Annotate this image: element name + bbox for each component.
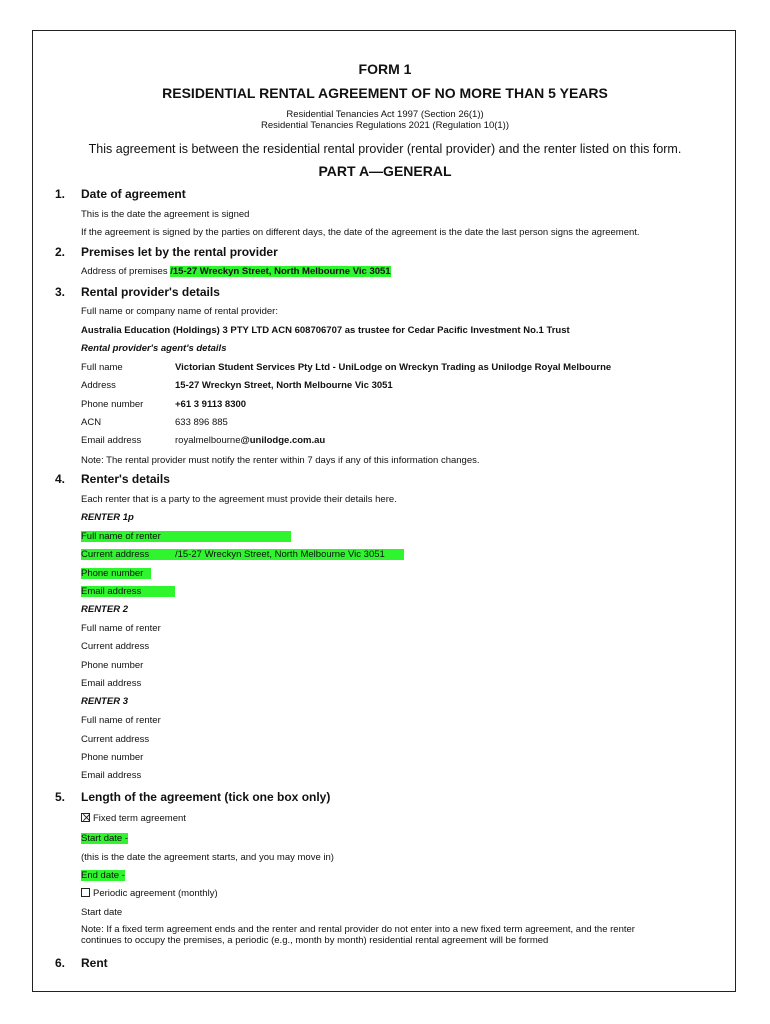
- agent-name-value: Victorian Student Services Pty Ltd - UniLodge on Wreckyn Trading as Unilodge Royal Melbourne: [175, 362, 612, 373]
- renter-2-phone-label: Phone number: [81, 660, 144, 671]
- end-date-field[interactable]: End date -: [81, 870, 125, 881]
- section-2-number: 2.: [55, 245, 66, 259]
- premises-address-field[interactable]: /15-27 Wreckyn Street, North Melbourne Vic 3051: [170, 266, 391, 277]
- renter-1-email-field[interactable]: Email address: [81, 586, 175, 597]
- renter-1-heading: RENTER 1p: [81, 512, 134, 523]
- section-1-number: 1.: [55, 187, 66, 201]
- agent-acn-label: ACN: [81, 417, 102, 428]
- section-6-number: 6.: [55, 956, 66, 970]
- periodic-label: Periodic agreement (monthly): [93, 888, 218, 899]
- renter-2-current-address-label: Current address: [81, 641, 150, 652]
- part-title: PART A—GENERAL: [318, 163, 452, 179]
- renter-3-full-name-label: Full name of renter: [81, 715, 161, 726]
- form-page: [32, 30, 736, 992]
- provider-name-prompt: Full name or company name of rental provider:: [81, 306, 278, 317]
- agent-acn-value: 633 896 885: [175, 417, 228, 428]
- agent-email-value: [175, 435, 325, 446]
- date-agreement-note: If the agreement is signed by the parties on different days, the date of the agreement is the date the last person signs the agreement.: [81, 227, 640, 238]
- form-title: FORM 1: [358, 61, 412, 77]
- fixed-term-checkbox[interactable]: [81, 813, 90, 822]
- date-agreement-text: This is the date the agreement is signed: [81, 209, 250, 220]
- act-line-1: Residential Tenancies Act 1997 (Section 26(1)): [286, 109, 484, 120]
- section-3-title: Rental provider's details: [81, 285, 220, 299]
- section-5-number: 5.: [55, 790, 66, 804]
- renter-1-current-address-field[interactable]: [81, 549, 404, 560]
- agent-address-label: Address: [81, 380, 116, 391]
- agent-address-value: 15-27 Wreckyn Street, North Melbourne Vic 3051: [175, 380, 393, 391]
- section-6-title: Rent: [81, 956, 108, 970]
- section-5-title: Length of the agreement (tick one box only): [81, 790, 331, 804]
- agent-email-domain: @unilodge.com.au: [240, 435, 326, 446]
- act-reference: [33, 109, 737, 131]
- premises-address-row: [81, 266, 391, 277]
- provider-change-note: Note: The rental provider must notify the renter within 7 days if any of this information changes.: [81, 455, 480, 466]
- renter-1-full-name-field[interactable]: Full name of renter: [81, 531, 291, 542]
- section-1-title: Date of agreement: [81, 187, 186, 201]
- renter-3-heading: RENTER 3: [81, 696, 128, 707]
- main-title: RESIDENTIAL RENTAL AGREEMENT OF NO MORE THAN 5 YEARS: [162, 85, 608, 101]
- start-date-note: (this is the date the agreement starts, and you may move in): [81, 852, 334, 863]
- premises-address-label: Address of premises: [81, 266, 168, 277]
- agent-details-heading: Rental provider's agent's details: [81, 343, 227, 354]
- start-date-field[interactable]: Start date -: [81, 833, 128, 844]
- provider-company-name: Australia Education (Holdings) 3 PTY LTD ACN 608706707 as trustee for Cedar Pacific Investment No.1 Trust: [81, 325, 570, 336]
- renter-2-full-name-label: Full name of renter: [81, 623, 161, 634]
- section-4-number: 4.: [55, 472, 66, 486]
- agent-email-label: Email address: [81, 435, 142, 446]
- periodic-note-line-1: Note: If a fixed term agreement ends and the renter and rental provider do not enter into a new fixed term agreement, and the renter: [81, 924, 635, 935]
- section-3-number: 3.: [55, 285, 66, 299]
- renter-3-email-label: Email address: [81, 770, 142, 781]
- renter-3-current-address-label: Current address: [81, 734, 150, 745]
- agent-name-label: Full name: [81, 362, 123, 373]
- section-2-title: Premises let by the rental provider: [81, 245, 278, 259]
- renter-2-heading: RENTER 2: [81, 604, 128, 615]
- periodic-note-line-2: continues to occupy the premises, a periodic (e.g., month by month) residential rental agreement will be formed: [81, 934, 549, 946]
- agent-phone-label: Phone number: [81, 399, 144, 410]
- periodic-option[interactable]: [81, 888, 218, 899]
- renter-2-email-label: Email address: [81, 678, 142, 689]
- intro-text: This agreement is between the residential rental provider (rental provider) and the renter listed on this form.: [88, 142, 682, 156]
- fixed-term-option[interactable]: [81, 813, 186, 824]
- renter-1-phone-field[interactable]: Phone number: [81, 568, 151, 579]
- renter-details-instruction: Each renter that is a party to the agreement must provide their details here.: [81, 494, 397, 505]
- periodic-start-date-label: Start date: [81, 907, 123, 918]
- fixed-term-label: Fixed term agreement: [93, 813, 186, 824]
- agent-phone-value: +61 3 9113 8300: [175, 399, 247, 410]
- periodic-checkbox[interactable]: [81, 888, 90, 897]
- section-4-title: Renter's details: [81, 472, 170, 486]
- renter-1-current-address-label: Current address: [81, 549, 150, 560]
- renter-1-current-address-value: /15-27 Wreckyn Street, North Melbourne Vic 3051: [175, 549, 385, 560]
- act-line-2: Residential Tenancies Regulations 2021 (Regulation 10(1)): [260, 120, 510, 131]
- periodic-note: [81, 925, 701, 946]
- renter-3-phone-label: Phone number: [81, 752, 144, 763]
- agent-email-local: royalmelbourne: [175, 435, 241, 446]
